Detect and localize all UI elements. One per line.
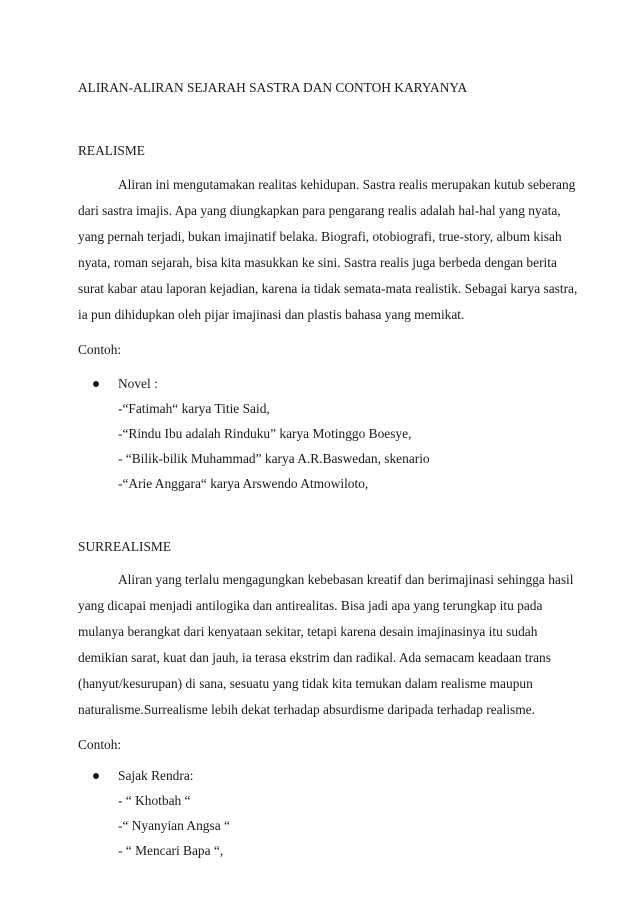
bullet-dot-icon <box>93 773 99 779</box>
bullet-label: Sajak Rendra: <box>118 768 194 783</box>
example-label: Contoh: <box>78 342 122 357</box>
paragraph-line: naturalisme.Surrealisme lebih dekat terhadap absurdisme daripada terhadap realisme. <box>78 702 535 717</box>
list-item: - “ Mencari Bapa “, <box>118 843 224 858</box>
paragraph-line: Aliran yang terlalu mengagungkan kebebasan kreatif dan berimajinasi sehingga hasil <box>118 572 574 587</box>
list-item: -“ Nyanyian Angsa “ <box>118 818 230 833</box>
list-item: -“Rindu Ibu adalah Rinduku” karya Motinggo Boesye, <box>118 426 412 441</box>
bullet-dot-icon <box>93 381 99 387</box>
paragraph-line: (hanyut/kesurupan) di sana, sesuatu yang tidak kita temukan dalam realisme maupun <box>78 676 533 691</box>
paragraph-line: mulanya berangkat dari kenyataan sekitar, tetapi karena desain imajinasinya itu sudah <box>78 624 538 639</box>
paragraph-line: Aliran ini mengutamakan realitas kehidupan. Sastra realis merupakan kutub seberang <box>118 177 576 192</box>
paragraph-line: ia pun dihidupkan oleh pijar imajinasi dan plastis bahasa yang memikat. <box>78 307 465 322</box>
list-item: -“Arie Anggara“ karya Arswendo Atmowiloto, <box>118 476 369 491</box>
list-item: - “ Khotbah “ <box>118 793 191 808</box>
paragraph-line: yang dicapai menjadi antilogika dan antirealitas. Bisa jadi apa yang terungkap itu pada <box>78 598 543 613</box>
list-item: - “Bilik-bilik Muhammad” karya A.R.Baswedan, skenario <box>118 451 430 466</box>
example-label: Contoh: <box>78 737 122 752</box>
list-item: -“Fatimah“ karya Titie Said, <box>118 401 270 416</box>
section-heading-surrealisme: SURREALISME <box>78 539 172 554</box>
document-title: ALIRAN-ALIRAN SEJARAH SASTRA DAN CONTOH KARYANYA <box>78 80 468 95</box>
section-heading-realisme: REALISME <box>78 143 145 158</box>
paragraph-line: dari sastra imajis. Apa yang diungkapkan para pengarang realis adalah hal-hal yang nyata, <box>78 203 561 218</box>
paragraph-line: yang pernah terjadi, bukan imajinatif belaka. Biografi, otobiografi, true-story, album kisah <box>78 229 562 244</box>
paragraph-line: demikian sarat, kuat dan jauh, ia terasa ekstrim dan radikal. Ada semacam keadaan trans <box>78 650 551 665</box>
paragraph-line: nyata, roman sejarah, bisa kita masukkan ke sini. Sastra realis juga berbeda dengan berita <box>78 255 557 270</box>
bullet-label: Novel : <box>118 376 158 391</box>
paragraph-line: surat kabar atau laporan kejadian, karena ia tidak semata-mata realistik. Sebagai karya sastra, <box>78 281 578 296</box>
